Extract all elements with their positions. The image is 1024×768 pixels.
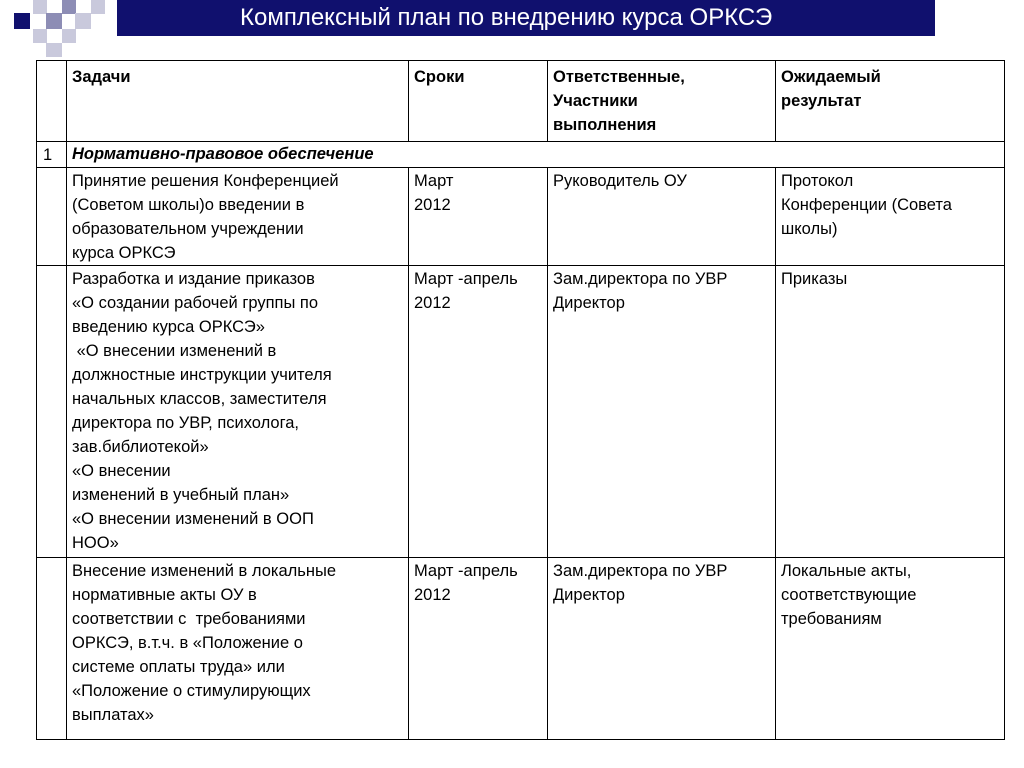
decor-square [46, 43, 62, 57]
cell-line: начальных классов, заместителя [72, 390, 327, 408]
header-result [776, 61, 1005, 142]
row-num [37, 266, 67, 558]
cell-line: соответствующие [781, 586, 917, 604]
plan-table [36, 60, 1005, 740]
cell-result [776, 266, 1005, 558]
cell-line: изменений в учебный план» [72, 486, 290, 504]
cell-task [67, 266, 409, 558]
section-title: Нормативно-правовое обеспечение [67, 142, 1005, 168]
header-line: выполнения [553, 116, 657, 134]
header-deadline: Сроки [409, 61, 548, 142]
decor-square [62, 29, 76, 43]
cell-line: Протокол [781, 172, 854, 190]
cell-result [776, 168, 1005, 266]
cell-line: 2012 [414, 196, 451, 214]
cell-line: «О внесении изменений в [72, 342, 277, 360]
decor-square [46, 13, 62, 29]
decor-square [62, 0, 76, 14]
cell-line: школы) [781, 220, 838, 238]
cell-line: требованиям [781, 610, 882, 628]
cell-line: Разработка и издание приказов [72, 270, 315, 288]
cell-line: должностные инструкции учителя [72, 366, 332, 384]
cell-line: ОРКСЭ, в.т.ч. в «Положение о [72, 634, 303, 652]
header-responsible [548, 61, 776, 142]
table-row [37, 168, 1005, 266]
cell-deadline [409, 266, 548, 558]
cell-line: Руководитель ОУ [553, 172, 687, 190]
cell-result [776, 558, 1005, 740]
decor-square [14, 13, 30, 29]
section-number: 1 [37, 142, 67, 168]
table-row [37, 266, 1005, 558]
cell-responsible [548, 168, 776, 266]
cell-line: системе оплаты труда» или [72, 658, 285, 676]
cell-line: «О создании рабочей группы по [72, 294, 319, 312]
cell-line: Внесение изменений в локальные [72, 562, 336, 580]
cell-line: Локальные акты, [781, 562, 912, 580]
cell-line: Директор [553, 586, 625, 604]
decor-square [75, 13, 91, 29]
cell-line: Март -апрель [414, 270, 518, 288]
cell-line: «Положение о стимулирующих [72, 682, 311, 700]
cell-line: 2012 [414, 294, 451, 312]
row-num [37, 168, 67, 266]
header-task: Задачи [67, 61, 409, 142]
cell-line: (Советом школы)о введении в [72, 196, 305, 214]
cell-line: Приказы [781, 270, 848, 288]
cell-line: Зам.директора по УВР [553, 270, 728, 288]
header-line: результат [781, 92, 862, 110]
slide-title: Комплексный план по внедрению курса ОРКСЭ [117, 0, 935, 36]
cell-responsible [548, 558, 776, 740]
decor-square [91, 0, 105, 14]
cell-line: НОО» [72, 534, 119, 552]
cell-deadline [409, 168, 548, 266]
cell-line: введению курса ОРКСЭ» [72, 318, 265, 336]
header-num [37, 61, 67, 142]
cell-line: Зам.директора по УВР [553, 562, 728, 580]
cell-task [67, 558, 409, 740]
cell-line: Принятие решения Конференцией [72, 172, 339, 190]
cell-line: курса ОРКСЭ [72, 244, 176, 262]
cell-line: Конференции (Совета [781, 196, 952, 214]
cell-deadline [409, 558, 548, 740]
cell-line: зав.библиотекой» [72, 438, 209, 456]
decor-square [33, 0, 47, 14]
header-line: Участники [553, 92, 638, 110]
cell-responsible [548, 266, 776, 558]
cell-line: 2012 [414, 586, 451, 604]
header-line: Ожидаемый [781, 68, 881, 86]
cell-line: Директор [553, 294, 625, 312]
cell-line: нормативные акты ОУ в [72, 586, 257, 604]
decor-square [33, 29, 47, 43]
cell-line: образовательном учреждении [72, 220, 304, 238]
cell-line: Март -апрель [414, 562, 518, 580]
cell-line: Март [414, 172, 454, 190]
cell-task [67, 168, 409, 266]
cell-line: соответствии с требованиями [72, 610, 306, 628]
row-num [37, 558, 67, 740]
section-row [37, 142, 1005, 168]
table-row [37, 558, 1005, 740]
cell-line: выплатах» [72, 706, 154, 724]
header-line: Ответственные, [553, 68, 685, 86]
cell-line: директора по УВР, психолога, [72, 414, 300, 432]
cell-line: «О внесении изменений в ООП [72, 510, 314, 528]
table-header-row [37, 61, 1005, 142]
cell-line: «О внесении [72, 462, 171, 480]
